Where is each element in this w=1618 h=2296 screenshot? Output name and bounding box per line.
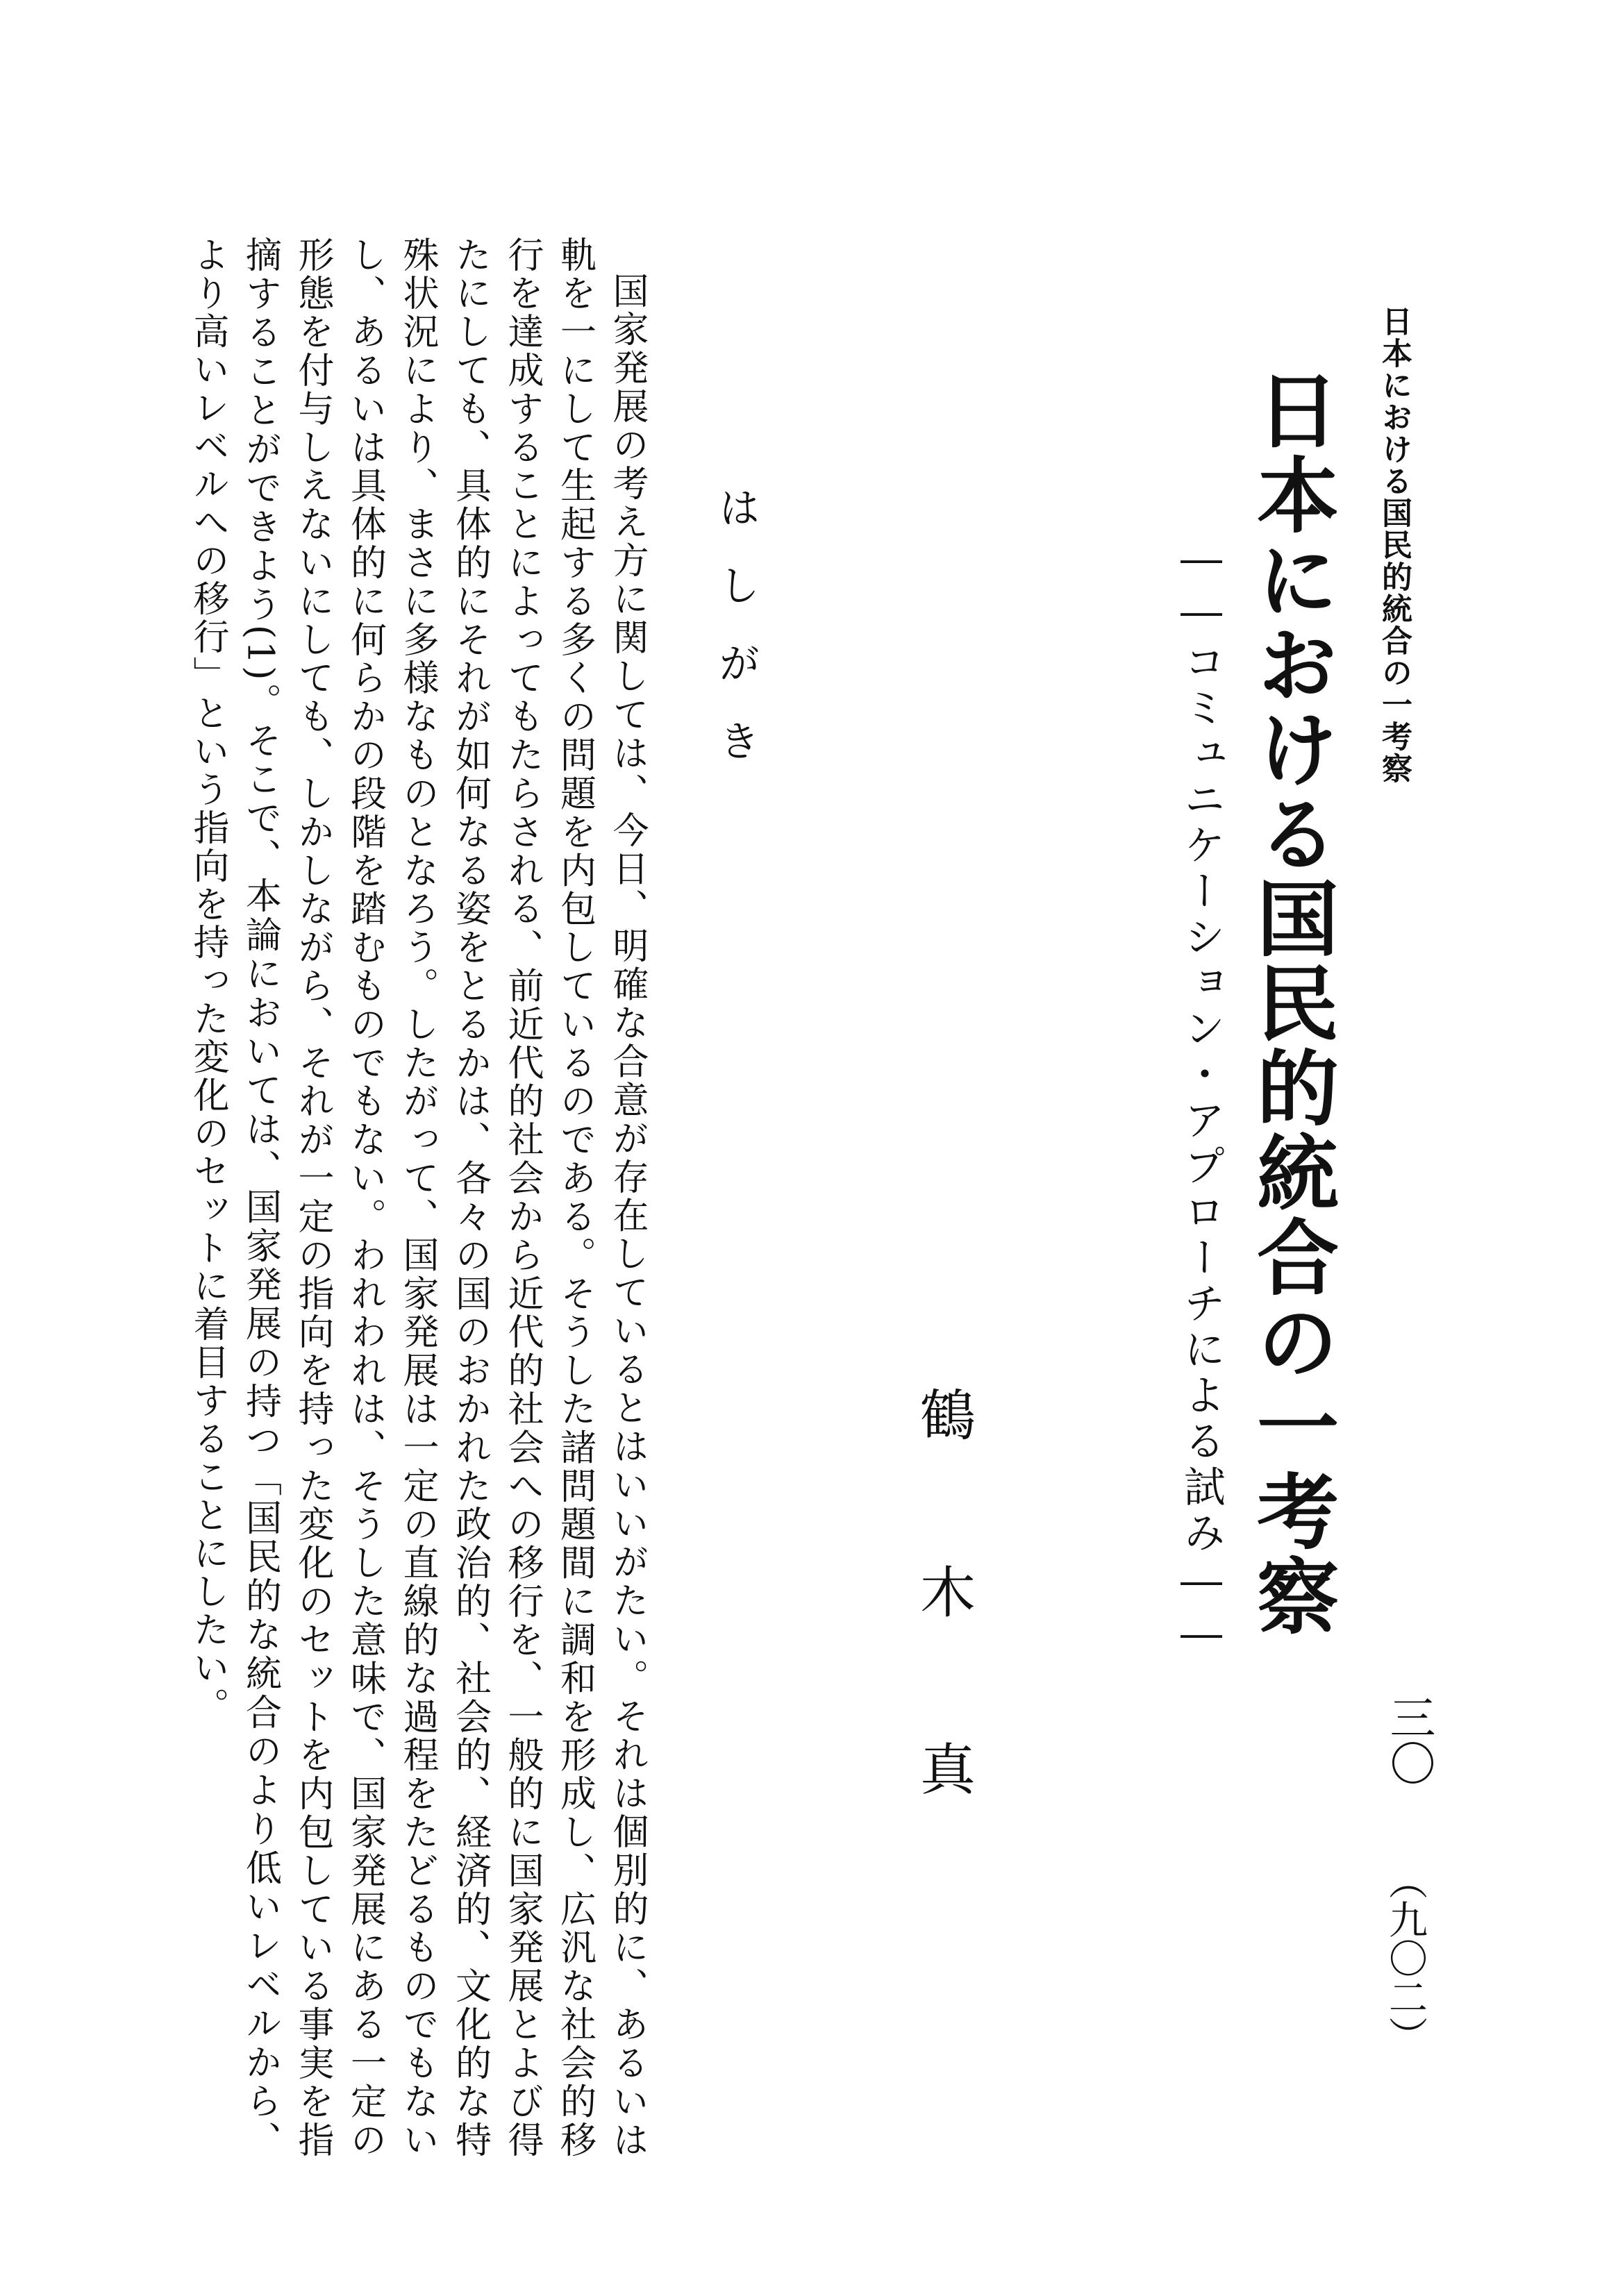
author-char: 真 <box>920 1738 976 1802</box>
author-name <box>903 1384 993 1920</box>
section-heading: はしがき <box>712 486 760 797</box>
page-number-alt: （九〇二） <box>1383 1861 1428 2055</box>
article-title: 日本における国民的統合の一考察 <box>1243 368 1340 1639</box>
author-char: 鶴 <box>920 1384 976 1448</box>
body-text <box>153 236 653 2159</box>
article-subtitle: ――コミュニケーション・アプローチによる試み―― <box>1177 535 1226 1662</box>
page-number: 三〇 <box>1382 1694 1435 1786</box>
author-char: 木 <box>920 1561 976 1625</box>
body-paragraph: 国家発展の考え方に関しては、今日、明確な合意が存在しているとはいいがたい。それは個別的に、あるいは軌を一にして生起する多くの問題を内包しているのである。そうした諸問題間に調和を形成し、広汎な社会的移行を達成することによってもたらされる、前近代的社会から近代的社会への移行を、一般的に国家発展とよび得たにしても、具体的にそれが如何なる姿をとるかは、各々の国のおかれた政治的、社会的、経済的、文化的な特殊状況により、まさに多様なものとなろう。したがって、国家発展は一定の直線的な過程をたどるものでもないし、あるいは具体的に何らかの段階を踏むものでもない。われわれは、そうした意味で、国家発展にある一定の形態を付与しえないにしても、しかしながら、それが一定の指向を持った変化のセットを内包している事実を指摘することができよう(1)。そこで、本論においては、国家発展の持つ「国民的な統合のより低いレベルから、より高いレベルへの移行」という指向を持った変化のセットに着目することにしたい。 <box>187 236 648 2159</box>
running-header: 日本における国民的統合の一考察 <box>1376 305 1412 785</box>
